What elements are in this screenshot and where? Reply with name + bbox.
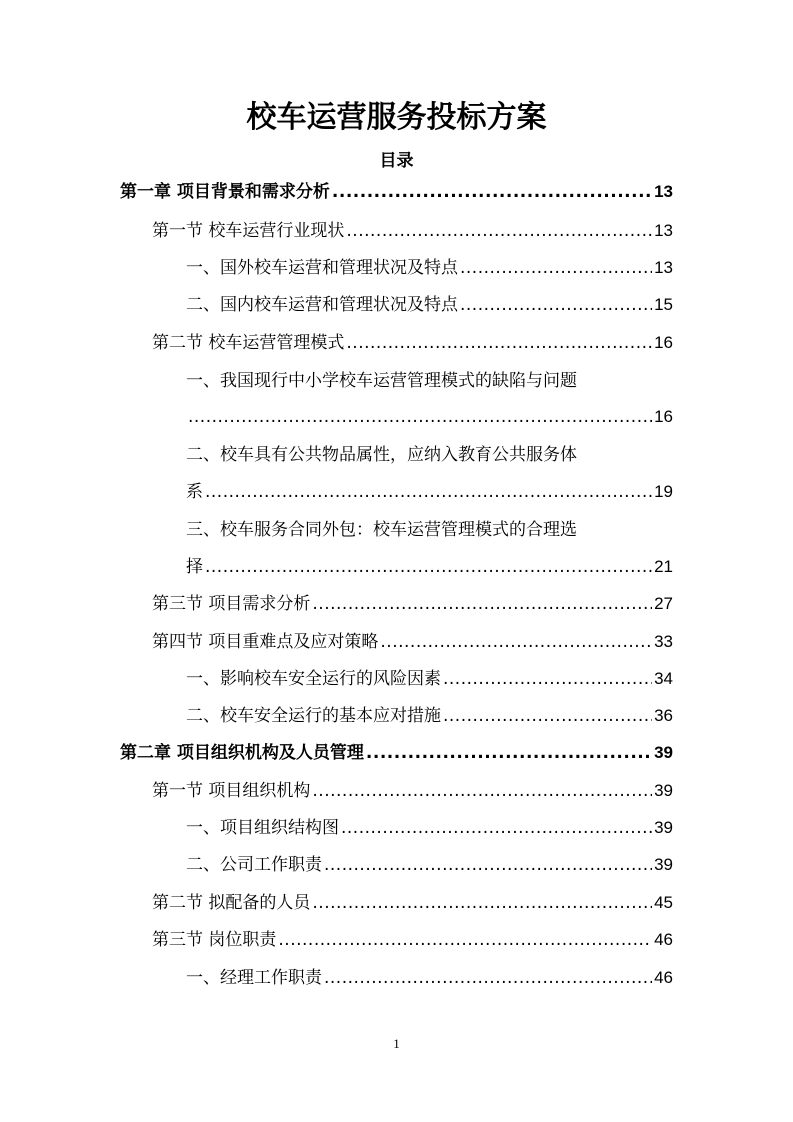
toc-entry-section[interactable] [152,330,673,356]
toc-leader-dots [312,890,652,916]
toc-page-number: 21 [654,557,673,576]
toc-entry-label: 一、国外校车运营和管理状况及特点 [186,258,458,278]
toc-entry-chapter-1[interactable] [120,179,673,205]
toc-entry-section[interactable] [152,778,673,804]
toc-entry-wrapped-line[interactable]: 三、校车服务合同外包：校车运营管理模式的合理选 [186,520,577,540]
toc-leader-dots [312,591,652,617]
toc-entry-section[interactable] [152,890,673,916]
toc-entry-chapter-2[interactable] [120,740,673,766]
toc-entry-label: 第二节 拟配备的人员 [152,893,311,913]
toc-leader-dots [346,218,652,244]
toc-entry-label: 择 [186,557,203,577]
toc-leader-dots [346,330,652,356]
toc-page-number: 13 [654,258,673,277]
toc-page-number: 33 [654,632,673,651]
toc-heading: 目录 [379,151,414,171]
toc-entry-subsection[interactable] [186,965,673,991]
toc-entry-section[interactable] [152,218,673,244]
toc-page-number: 36 [654,706,673,725]
toc-entry-label: 一、经理工作职责 [186,968,322,988]
toc-page-number: 19 [654,482,673,501]
toc-page-number: 45 [654,893,673,912]
toc-page-number: 39 [654,781,673,800]
toc-entry-label: 第四节 项目重难点及应对策略 [152,632,379,652]
toc-leader-dots [312,778,652,804]
toc-entry-subsection[interactable] [186,703,673,729]
toc-entry-subsection[interactable] [186,255,673,281]
toc-page-number: 15 [654,295,673,314]
toc-leader-dots [366,740,652,766]
toc-entry-label: 二、国内校车运营和管理状况及特点 [186,295,458,315]
toc-entry-wrapped-line[interactable]: 一、我国现行中小学校车运营管理模式的缺陷与问题 [186,371,577,391]
toc-leader-dots [443,703,652,729]
toc-page-number: 13 [654,182,673,201]
toc-entry-label: 第二章 项目组织机构及人员管理 [120,743,364,763]
toc-entry-section[interactable] [152,629,673,655]
toc-entry-label: 系 [186,482,203,502]
toc-entry-label: 第一节 项目组织机构 [152,781,311,801]
toc-entry-subsection[interactable] [186,815,673,841]
toc-leader-dots [205,554,652,580]
toc-page-number: 16 [654,407,673,426]
toc-page-number: 13 [654,221,673,240]
toc-entry-label: 二、校车安全运行的基本应对措施 [186,706,441,726]
toc-entry-label: 第二节 校车运营管理模式 [152,333,345,353]
toc-page-number: 39 [654,818,673,837]
toc-page-number: 46 [654,930,673,949]
toc-leader-dots [443,666,652,692]
toc-page-number: 34 [654,669,673,688]
toc-entry-subsection[interactable] [186,479,673,505]
toc-entry-section[interactable] [152,927,673,953]
toc-leader-dots [332,179,652,205]
toc-entry-label: 一、项目组织结构图 [186,818,339,838]
toc-page-number: 39 [654,743,673,762]
toc-entry-subsection[interactable] [186,554,673,580]
toc-leader-dots [380,629,652,655]
toc-entry-label: 第三节 岗位职责 [152,930,277,950]
toc-entry-wrapped-line[interactable]: 二、校车具有公共物品属性，应纳入教育公共服务体 [186,445,577,465]
page-number-footer: 1 [393,1036,400,1051]
toc-leader-dots [278,927,652,953]
toc-entry-label: 第一章 项目背景和需求分析 [120,182,330,202]
toc-page-number: 39 [654,855,673,874]
toc-leader-dots [460,292,652,318]
toc-leader-dots [205,479,652,505]
toc-entry-label: 一、影响校车安全运行的风险因素 [186,669,441,689]
toc-entry-label: 第三节 项目需求分析 [152,594,311,614]
toc-leader-dots [341,815,652,841]
toc-entry-subsection[interactable] [186,852,673,878]
toc-page-number: 46 [654,968,673,987]
toc-entry-section[interactable] [152,591,673,617]
toc-entry-label: 第一节 校车运营行业现状 [152,221,345,241]
toc-entry-label: 二、公司工作职责 [186,855,322,875]
toc-leader-dots [324,852,652,878]
toc-page-number: 16 [654,333,673,352]
document-title: 校车运营服务投标方案 [246,100,547,135]
toc-entry-subsection[interactable] [186,292,673,318]
toc-leader-dots [188,404,652,430]
toc-entry-subsection[interactable] [186,666,673,692]
toc-leader-dots [460,255,652,281]
toc-leader-dots [324,965,652,991]
toc-entry-subsection[interactable] [186,404,673,430]
toc-page-number: 27 [654,594,673,613]
